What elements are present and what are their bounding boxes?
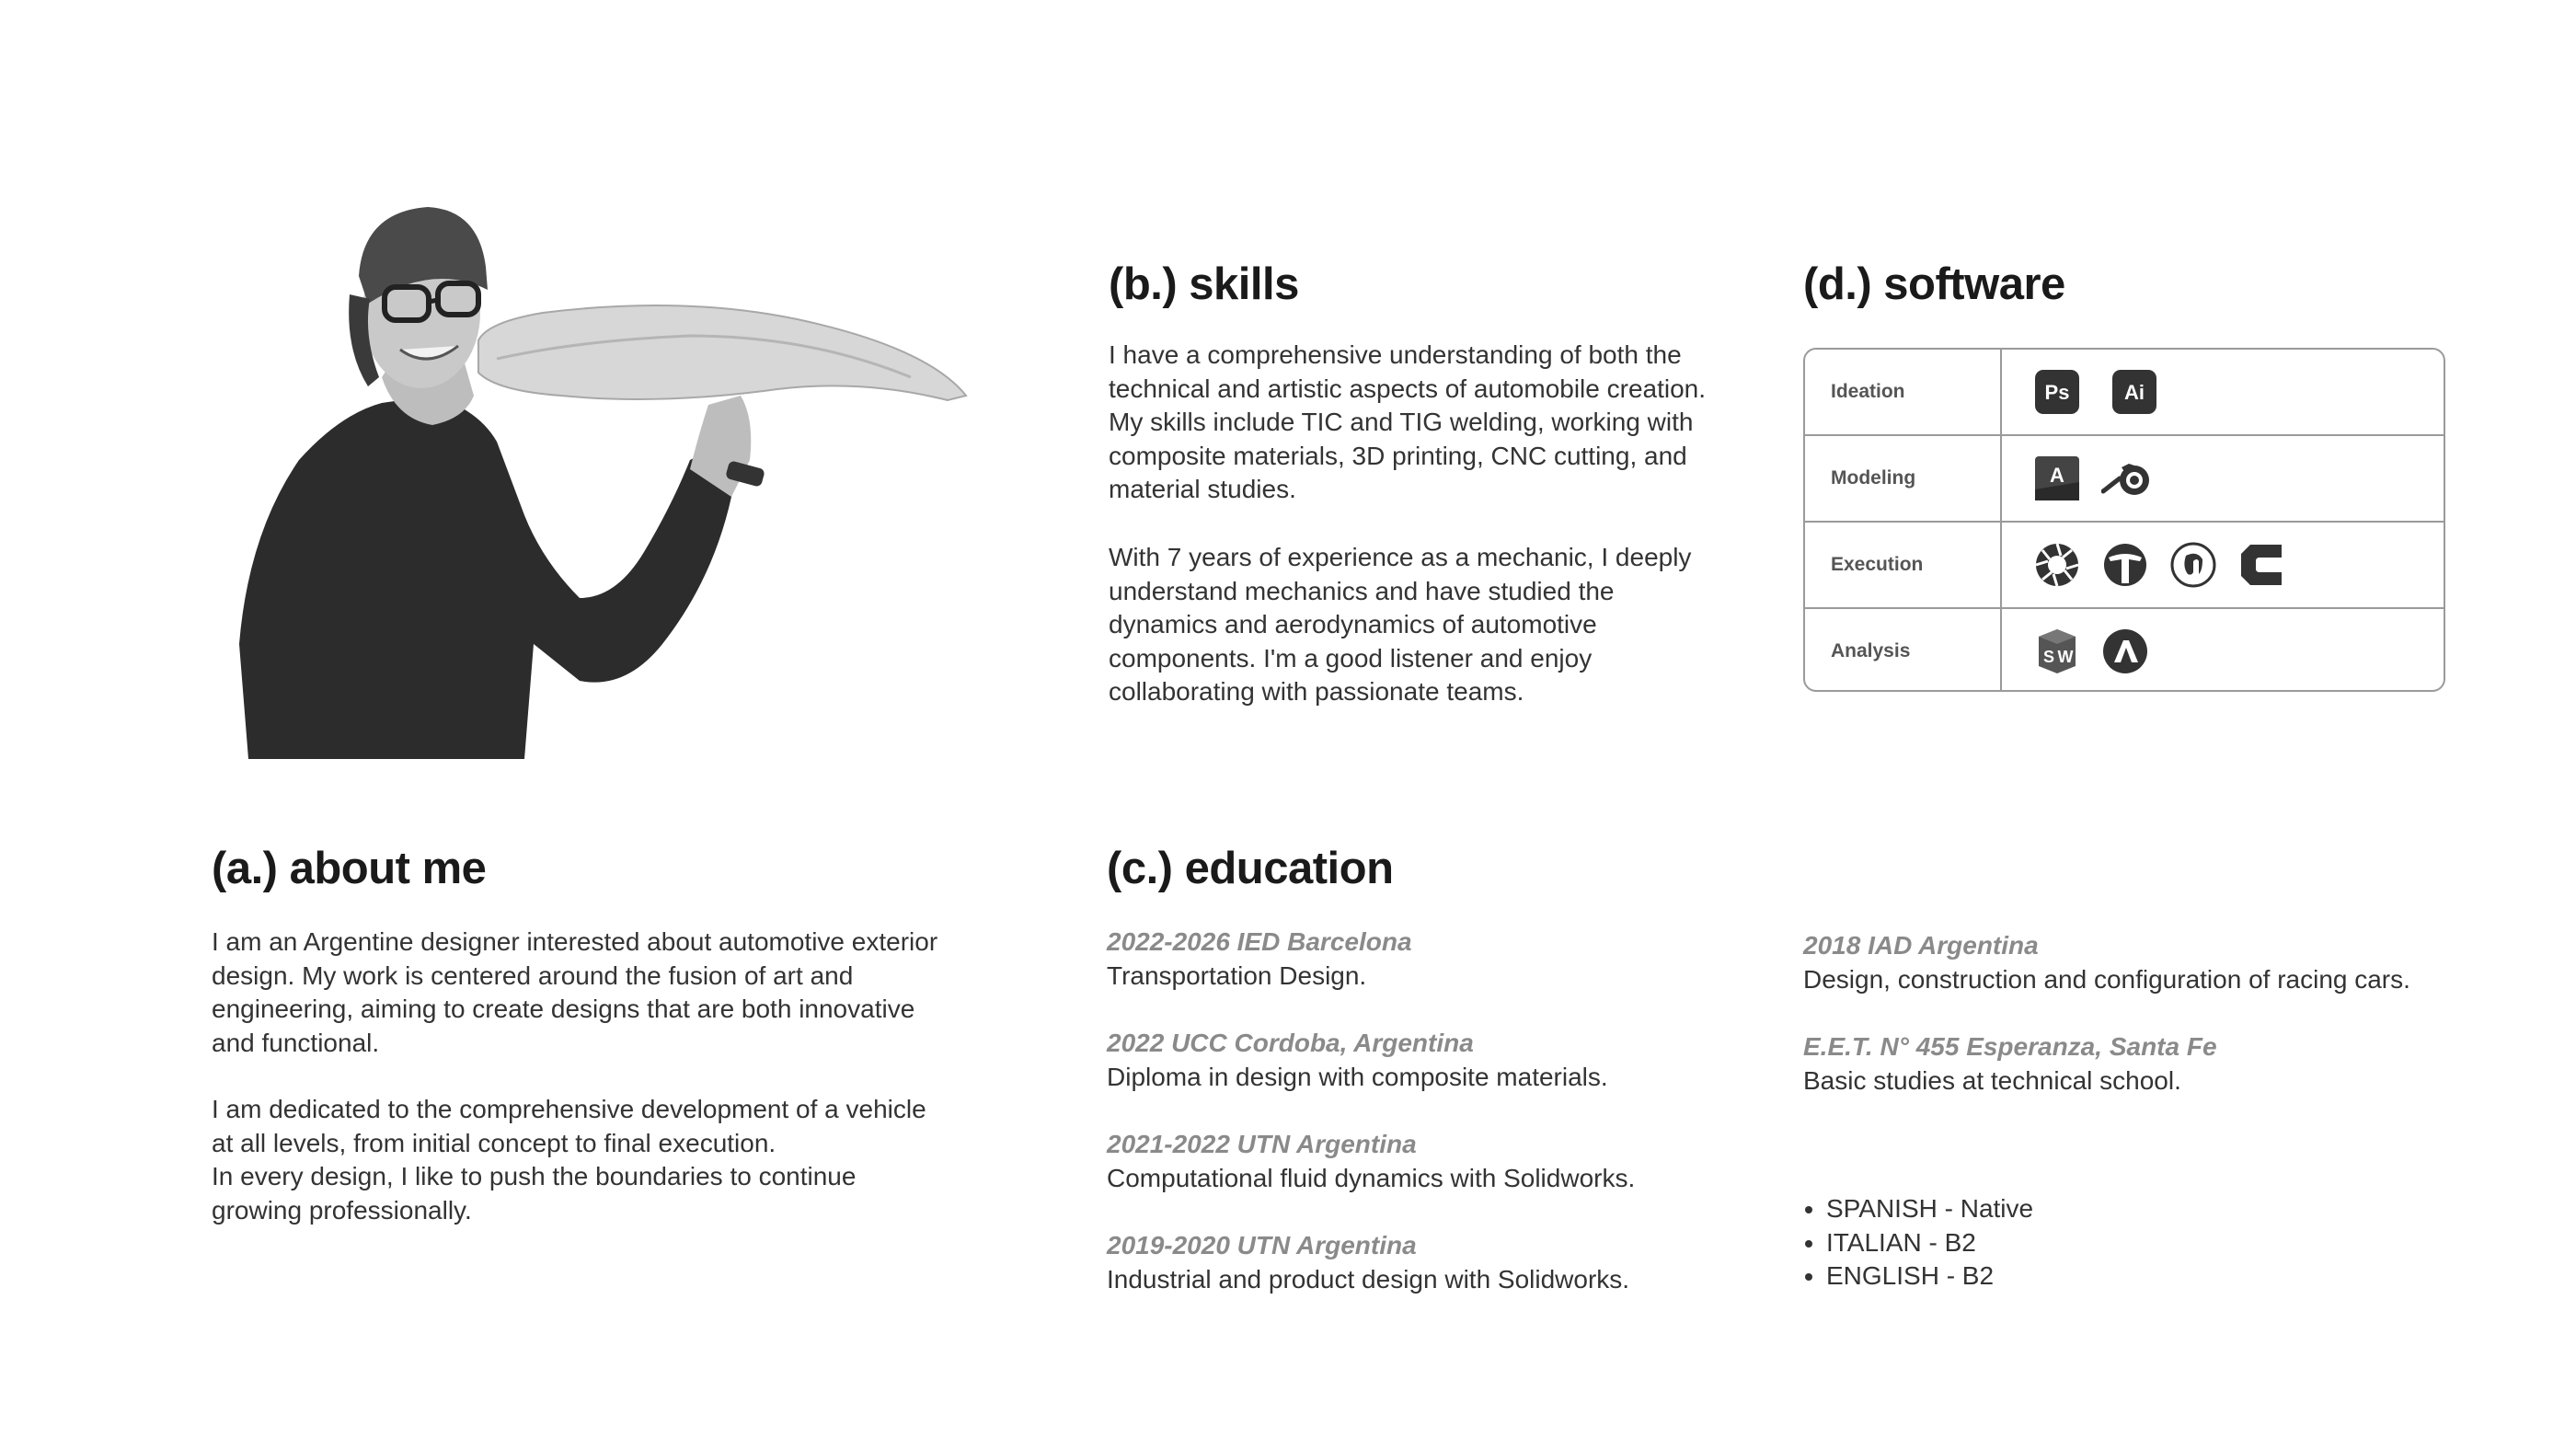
alias-icon (2033, 454, 2081, 502)
education-item (1107, 1027, 1608, 1094)
education-item-desc: Transportation Design. (1107, 960, 1367, 990)
education-item-desc: Diploma in design with composite materials. (1107, 1062, 1608, 1091)
language-item: • ITALIAN - B2 (1826, 1226, 2033, 1260)
about-paragraph-2: I am dedicated to the comprehensive development of a vehicle at all levels, from initial concept to final execution. In every design, I like to push the boundaries to continue growing professionally. (212, 1095, 926, 1225)
twinmotion-icon (2101, 541, 2149, 589)
education-item (1803, 929, 2410, 996)
skills-paragraph-2: With 7 years of experience as a mechanic, I deeply understand mechanics and have studied the dynamics and aerodynamics of automotive components. I'm a good listener and enjoy collaborating with passionate teams. (1109, 543, 1692, 706)
software-row-label: Ideation (1805, 350, 2002, 434)
solidworks-icon (2033, 627, 2081, 675)
education-item-title: E.E.T. N° 455 Esperanza, Santa Fe (1803, 1032, 2217, 1061)
skills-heading: (b.) skills (1109, 259, 1299, 309)
software-table (1803, 348, 2445, 692)
language-item: • SPANISH - Native (1826, 1192, 2033, 1226)
education-item-title: 2022 UCC Cordoba, Argentina (1107, 1029, 1474, 1057)
language-item: • ENGLISH - B2 (1826, 1259, 2033, 1294)
software-row-analysis (1805, 609, 2444, 692)
software-row-ideation (1805, 350, 2444, 434)
skills-paragraph-1: I have a comprehensive understanding of both the technical and artistic aspects of automobile creation. My skills include TIC and TIG welding, working with composite materials, 3D printing, CNC cutting, and material studies. (1109, 340, 1707, 503)
keyshot-icon (2033, 541, 2081, 589)
software-row-label: Analysis (1805, 609, 2002, 692)
education-item (1803, 1030, 2217, 1098)
education-item-title: 2021-2022 UTN Argentina (1107, 1130, 1417, 1158)
software-heading: (d.) software (1803, 259, 2065, 309)
svg-text:Ps: Ps (2044, 381, 2070, 404)
education-item-desc: Basic studies at technical school. (1803, 1065, 2181, 1095)
education-item-title: 2018 IAD Argentina (1803, 931, 2039, 960)
education-item (1107, 1229, 1629, 1296)
education-item-title: 2022-2026 IED Barcelona (1107, 927, 1412, 956)
about-paragraph-1: I am an Argentine designer interested about automotive exterior design. My work is centered around the fusion of art and engineering, aiming to create designs that are both innovative and functional. (212, 927, 938, 1057)
software-row-execution (1805, 523, 2444, 607)
blender-icon (2101, 454, 2156, 502)
about-heading: (a.) about me (212, 844, 487, 893)
photoshop-icon (2033, 368, 2081, 416)
software-row-label: Execution (1805, 523, 2002, 607)
software-row-label: Modeling (1805, 436, 2002, 521)
education-heading: (c.) education (1107, 844, 1394, 893)
software-row-modeling (1805, 436, 2444, 521)
education-item (1107, 1128, 1635, 1195)
unreal-engine-icon (2169, 541, 2217, 589)
svg-text:W: W (2057, 648, 2074, 666)
ansys-icon (2101, 627, 2149, 675)
profile-photo (212, 166, 1021, 759)
svg-text:Ai: Ai (2124, 381, 2145, 404)
education-item-desc: Industrial and product design with Solidworks. (1107, 1264, 1630, 1294)
illustrator-icon (2110, 368, 2158, 416)
svg-text:S: S (2042, 648, 2055, 666)
education-item-desc: Computational fluid dynamics with Solidworks. (1107, 1163, 1636, 1192)
education-item (1107, 926, 1412, 993)
education-item-title: 2019-2020 UTN Argentina (1107, 1231, 1417, 1259)
cinema4d-icon (2237, 541, 2285, 589)
languages-list (1803, 1192, 2033, 1294)
svg-text:A: A (2050, 464, 2064, 487)
education-item-desc: Design, construction and configuration of racing cars. (1803, 964, 2410, 994)
